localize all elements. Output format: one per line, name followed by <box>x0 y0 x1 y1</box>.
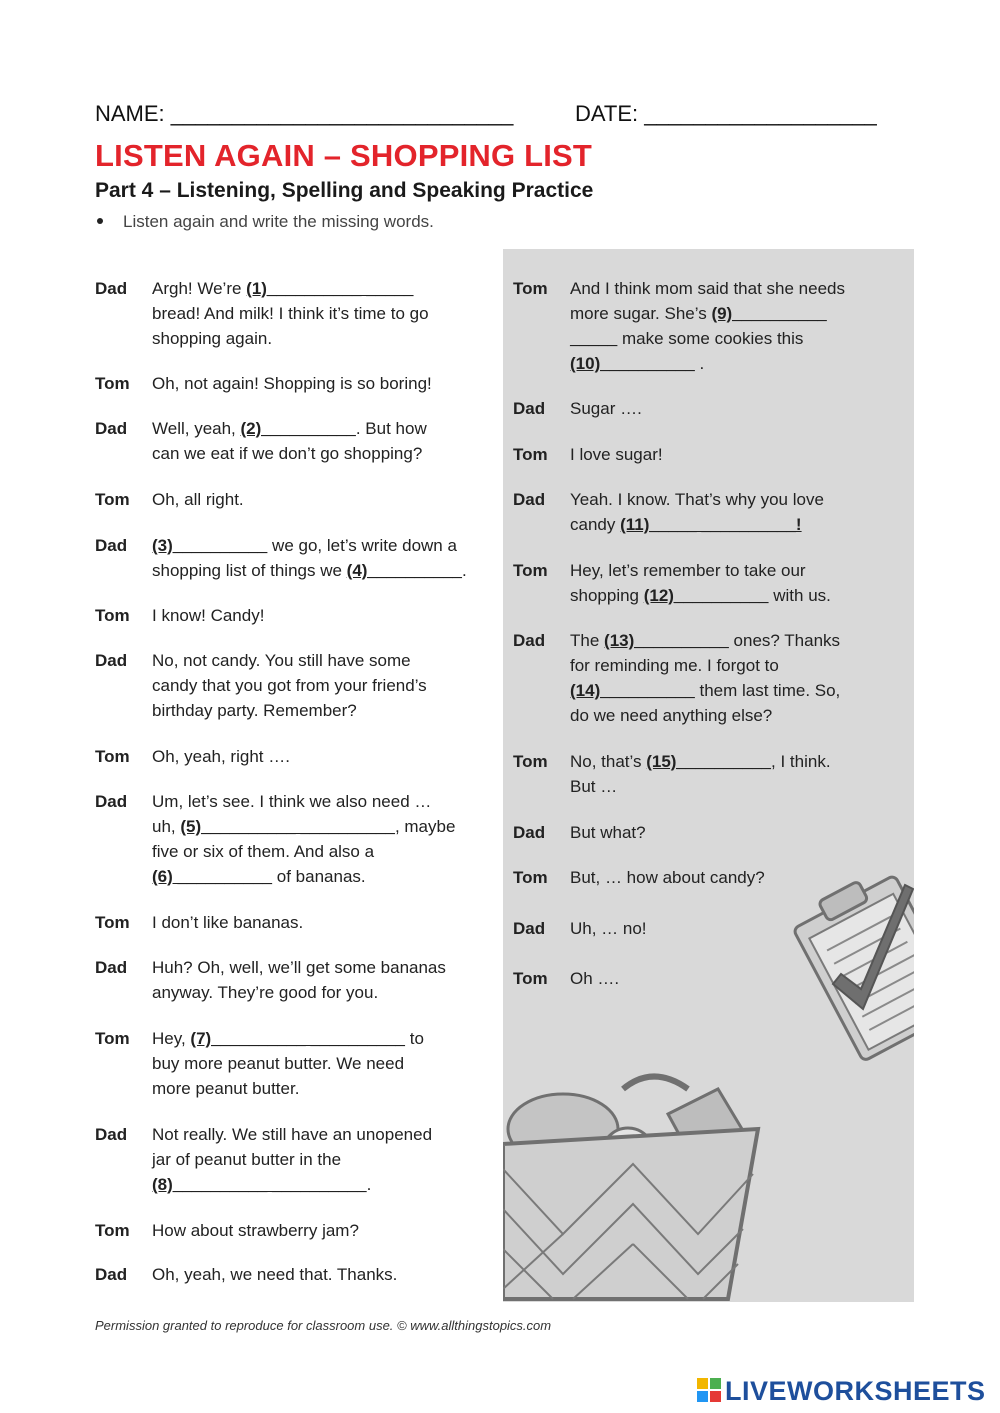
dialogue-line <box>152 1122 432 1147</box>
speaker-label: Dad <box>513 631 546 650</box>
dialogue-line <box>152 441 422 466</box>
dialogue-line <box>152 1262 397 1287</box>
answer-blank[interactable]: (1)__________ _____ <box>246 279 414 298</box>
dialogue-line <box>152 1026 424 1051</box>
answer-blank[interactable]: (2)__________ <box>240 419 356 438</box>
dialogue-text: of bananas. <box>272 867 366 886</box>
speaker-label: Tom <box>513 868 548 887</box>
dialogue-line <box>152 276 414 301</box>
bullet-icon <box>97 218 103 224</box>
dialogue-text: How about strawberry jam? <box>152 1221 359 1240</box>
answer-blank[interactable]: _____ <box>570 329 618 348</box>
dialogue-text: But what? <box>570 823 646 842</box>
dialogue-text: Oh …. <box>570 969 620 988</box>
dialogue-text: No, that’s <box>570 752 647 771</box>
speaker-label: Dad <box>95 958 128 977</box>
speaker-label: Dad <box>95 792 128 811</box>
dialogue-text: But, … how about candy? <box>570 868 765 887</box>
dialogue-text: I don’t like bananas. <box>152 913 304 932</box>
dialogue-text: bread! And milk! I think it’s time to go <box>152 304 429 323</box>
speaker-label: Tom <box>95 374 130 393</box>
answer-blank[interactable]: (10)__________ <box>570 354 695 373</box>
dialogue-text: Oh, all right. <box>152 490 244 509</box>
speaker-label: Tom <box>95 913 130 932</box>
page-title: LISTEN AGAIN – SHOPPING LIST <box>95 138 593 173</box>
dialogue-line <box>152 673 427 698</box>
dialogue-line <box>152 864 366 889</box>
dialogue-line <box>570 628 840 653</box>
dialogue-text: for reminding me. I forgot to <box>570 656 779 675</box>
dialogue-text: Oh, yeah, we need that. Thanks. <box>152 1265 398 1284</box>
speaker-label: Dad <box>513 823 546 842</box>
answer-blank[interactable]: (4)__________ <box>346 561 462 580</box>
answer-blank[interactable]: (12)__________ <box>643 586 769 605</box>
dialogue-text: to <box>405 1029 424 1048</box>
dialogue-text: anyway. They’re good for you. <box>152 983 379 1002</box>
dialogue-text: them last time. So, <box>694 681 841 700</box>
speaker-label: Tom <box>95 1221 130 1240</box>
dialogue-line <box>152 301 429 326</box>
dialogue-line <box>570 326 803 351</box>
dialogue-text: I know! Candy! <box>152 606 265 625</box>
right-dialogue <box>513 276 908 996</box>
name-field-label[interactable]: NAME: ____________________________ <box>95 101 514 126</box>
dialogue-line <box>152 533 457 558</box>
dialogue-text: The <box>570 631 605 650</box>
answer-blank[interactable]: (15)__________ <box>646 752 772 771</box>
speaker-label: Dad <box>513 919 546 938</box>
dialogue-line <box>152 814 455 839</box>
dialogue-line <box>152 326 272 351</box>
speaker-label: Dad <box>95 536 128 555</box>
dialogue-line <box>570 558 806 583</box>
dialogue-line <box>152 1218 359 1243</box>
dialogue-text: candy <box>570 515 621 534</box>
dialogue-text: Oh, yeah, right …. <box>152 747 290 766</box>
dialogue-text: But … <box>570 777 618 796</box>
dialogue-line <box>152 1172 371 1197</box>
dialogue-line <box>152 698 357 723</box>
dialogue-line <box>152 648 411 673</box>
dialogue-text: can we eat if we don’t go shopping? <box>152 444 423 463</box>
dialogue-line <box>570 351 704 376</box>
speaker-label: Tom <box>95 747 130 766</box>
dialogue-line <box>570 487 824 512</box>
speaker-label: Tom <box>95 606 130 625</box>
dialogue-line <box>152 955 446 980</box>
liveworksheets-logo-icon <box>697 1378 721 1402</box>
dialogue-line <box>152 839 374 864</box>
dialogue-text: birthday party. Remember? <box>152 701 357 720</box>
dialogue-text: Not really. We still have an unopened <box>152 1125 433 1144</box>
dialogue-line <box>570 442 663 467</box>
brand-text: LIVEWORKSHEETS <box>725 1376 986 1406</box>
dialogue-line <box>570 512 802 537</box>
dialogue-text: Argh! We’re <box>152 279 247 298</box>
brand-logo[interactable] <box>697 1376 986 1407</box>
dialogue-text: candy that you got from your friend’s <box>152 676 427 695</box>
dialogue-line <box>152 487 244 512</box>
dialogue-line <box>152 1147 341 1172</box>
page-subtitle: Part 4 – Listening, Spelling and Speaking Practice <box>95 179 594 202</box>
dialogue-line <box>152 910 303 935</box>
dialogue-text: Hey, <box>152 1029 191 1048</box>
dialogue-text: I love sugar! <box>570 445 663 464</box>
answer-blank[interactable]: (13)__________ <box>604 631 729 650</box>
dialogue-text: . <box>694 354 705 373</box>
dialogue-line <box>570 916 647 941</box>
dialogue-text: Yeah. I know. That’s why you love <box>570 490 824 509</box>
dialogue-line <box>152 1076 299 1101</box>
dialogue-text: Well, yeah, <box>152 419 241 438</box>
dialogue-line <box>152 558 467 583</box>
dialogue-text: more sugar. She’s <box>570 304 712 323</box>
dialogue-text: . <box>462 561 467 580</box>
dialogue-text: . <box>366 1175 372 1194</box>
speaker-label: Tom <box>513 969 548 988</box>
dialogue-line <box>570 749 831 774</box>
dialogue-text: Uh, … no! <box>570 919 647 938</box>
dialogue-text: shopping again. <box>152 329 273 348</box>
speaker-label: Dad <box>95 419 128 438</box>
dialogue-text: shopping <box>570 586 644 605</box>
speaker-label: Tom <box>513 561 548 580</box>
dialogue-text: , maybe <box>394 817 456 836</box>
dialogue-text: uh, <box>152 817 181 836</box>
dialogue-line <box>152 371 432 396</box>
dialogue-line <box>152 416 427 441</box>
dialogue-text: do we need anything else? <box>570 706 773 725</box>
answer-blank[interactable]: (5)__________ __________ <box>180 817 395 836</box>
dialogue-line <box>152 789 431 814</box>
dialogue-line <box>570 653 779 678</box>
dialogue-line <box>152 1051 404 1076</box>
speaker-label: Dad <box>95 1125 128 1144</box>
dialogue-text: . But how <box>355 419 427 438</box>
dialogue-line <box>570 396 642 421</box>
dialogue-text: five or six of them. And also a <box>152 842 375 861</box>
speaker-label: Dad <box>95 651 128 670</box>
date-field-label[interactable]: DATE: ___________________ <box>575 101 877 126</box>
dialogue-text: Hey, let’s remember to take our <box>570 561 806 580</box>
dialogue-line <box>570 966 619 991</box>
speaker-label: Dad <box>513 490 546 509</box>
dialogue-line <box>152 603 264 628</box>
dialogue-text: jar of peanut butter in the <box>152 1150 342 1169</box>
answer-blank[interactable]: (3)__________ <box>152 536 268 555</box>
dialogue-line <box>152 744 290 769</box>
dialogue-line <box>570 774 617 799</box>
dialogue-line <box>570 583 831 608</box>
dialogue-line <box>570 301 827 326</box>
dialogue-text: Huh? Oh, well, we’ll get some bananas <box>152 958 446 977</box>
dialogue-line <box>152 980 378 1005</box>
dialogue-text: buy more peanut butter. We need <box>152 1054 405 1073</box>
dialogue-text: make some cookies this <box>617 329 804 348</box>
speaker-label: Tom <box>513 445 548 464</box>
dialogue-text: Sugar …. <box>570 399 642 418</box>
dialogue-text: ones? Thanks <box>728 631 841 650</box>
dialogue-text: Oh, not again! Shopping is so boring! <box>152 374 432 393</box>
instruction <box>97 212 434 232</box>
dialogue-line <box>570 865 765 890</box>
dialogue-text: And I think mom said that she needs <box>570 279 845 298</box>
left-dialogue <box>95 276 495 1296</box>
dialogue-text: , I think. <box>771 752 831 771</box>
speaker-label: Dad <box>95 1265 128 1284</box>
answer-blank[interactable]: (8)__________ __________ <box>152 1175 367 1194</box>
answer-blank[interactable]: (11)_____ __________! <box>620 515 802 534</box>
dialogue-text: we go, let’s write down a <box>267 536 457 555</box>
dialogue-text: shopping list of things we <box>152 561 347 580</box>
basket-icon <box>503 1077 758 1300</box>
dialogue-line <box>570 276 845 301</box>
answer-blank[interactable]: (14)__________ <box>570 681 695 700</box>
dialogue-line <box>570 678 840 703</box>
dialogue-line <box>570 820 646 845</box>
speaker-label: Tom <box>513 279 548 298</box>
dialogue-text: No, not candy. You still have some <box>152 651 411 670</box>
speaker-label: Dad <box>513 399 546 418</box>
answer-blank[interactable]: (9)__________ <box>711 304 827 323</box>
speaker-label: Dad <box>95 279 128 298</box>
dialogue-line <box>570 703 772 728</box>
answer-blank[interactable]: (6) __________ <box>152 867 273 886</box>
dialogue-text: Um, let’s see. I think we also need … <box>152 792 432 811</box>
dialogue-text: more peanut butter. <box>152 1079 300 1098</box>
footer-permission: Permission granted to reproduce for classroom use. © www.allthingstopics.com <box>95 1318 552 1333</box>
speaker-label: Tom <box>95 490 130 509</box>
speaker-label: Tom <box>513 752 548 771</box>
speaker-label: Tom <box>95 1029 130 1048</box>
dialogue-text: with us. <box>768 586 831 605</box>
instruction-text: Listen again and write the missing words. <box>123 212 434 231</box>
answer-blank[interactable]: (7)__________ __________ <box>190 1029 406 1048</box>
